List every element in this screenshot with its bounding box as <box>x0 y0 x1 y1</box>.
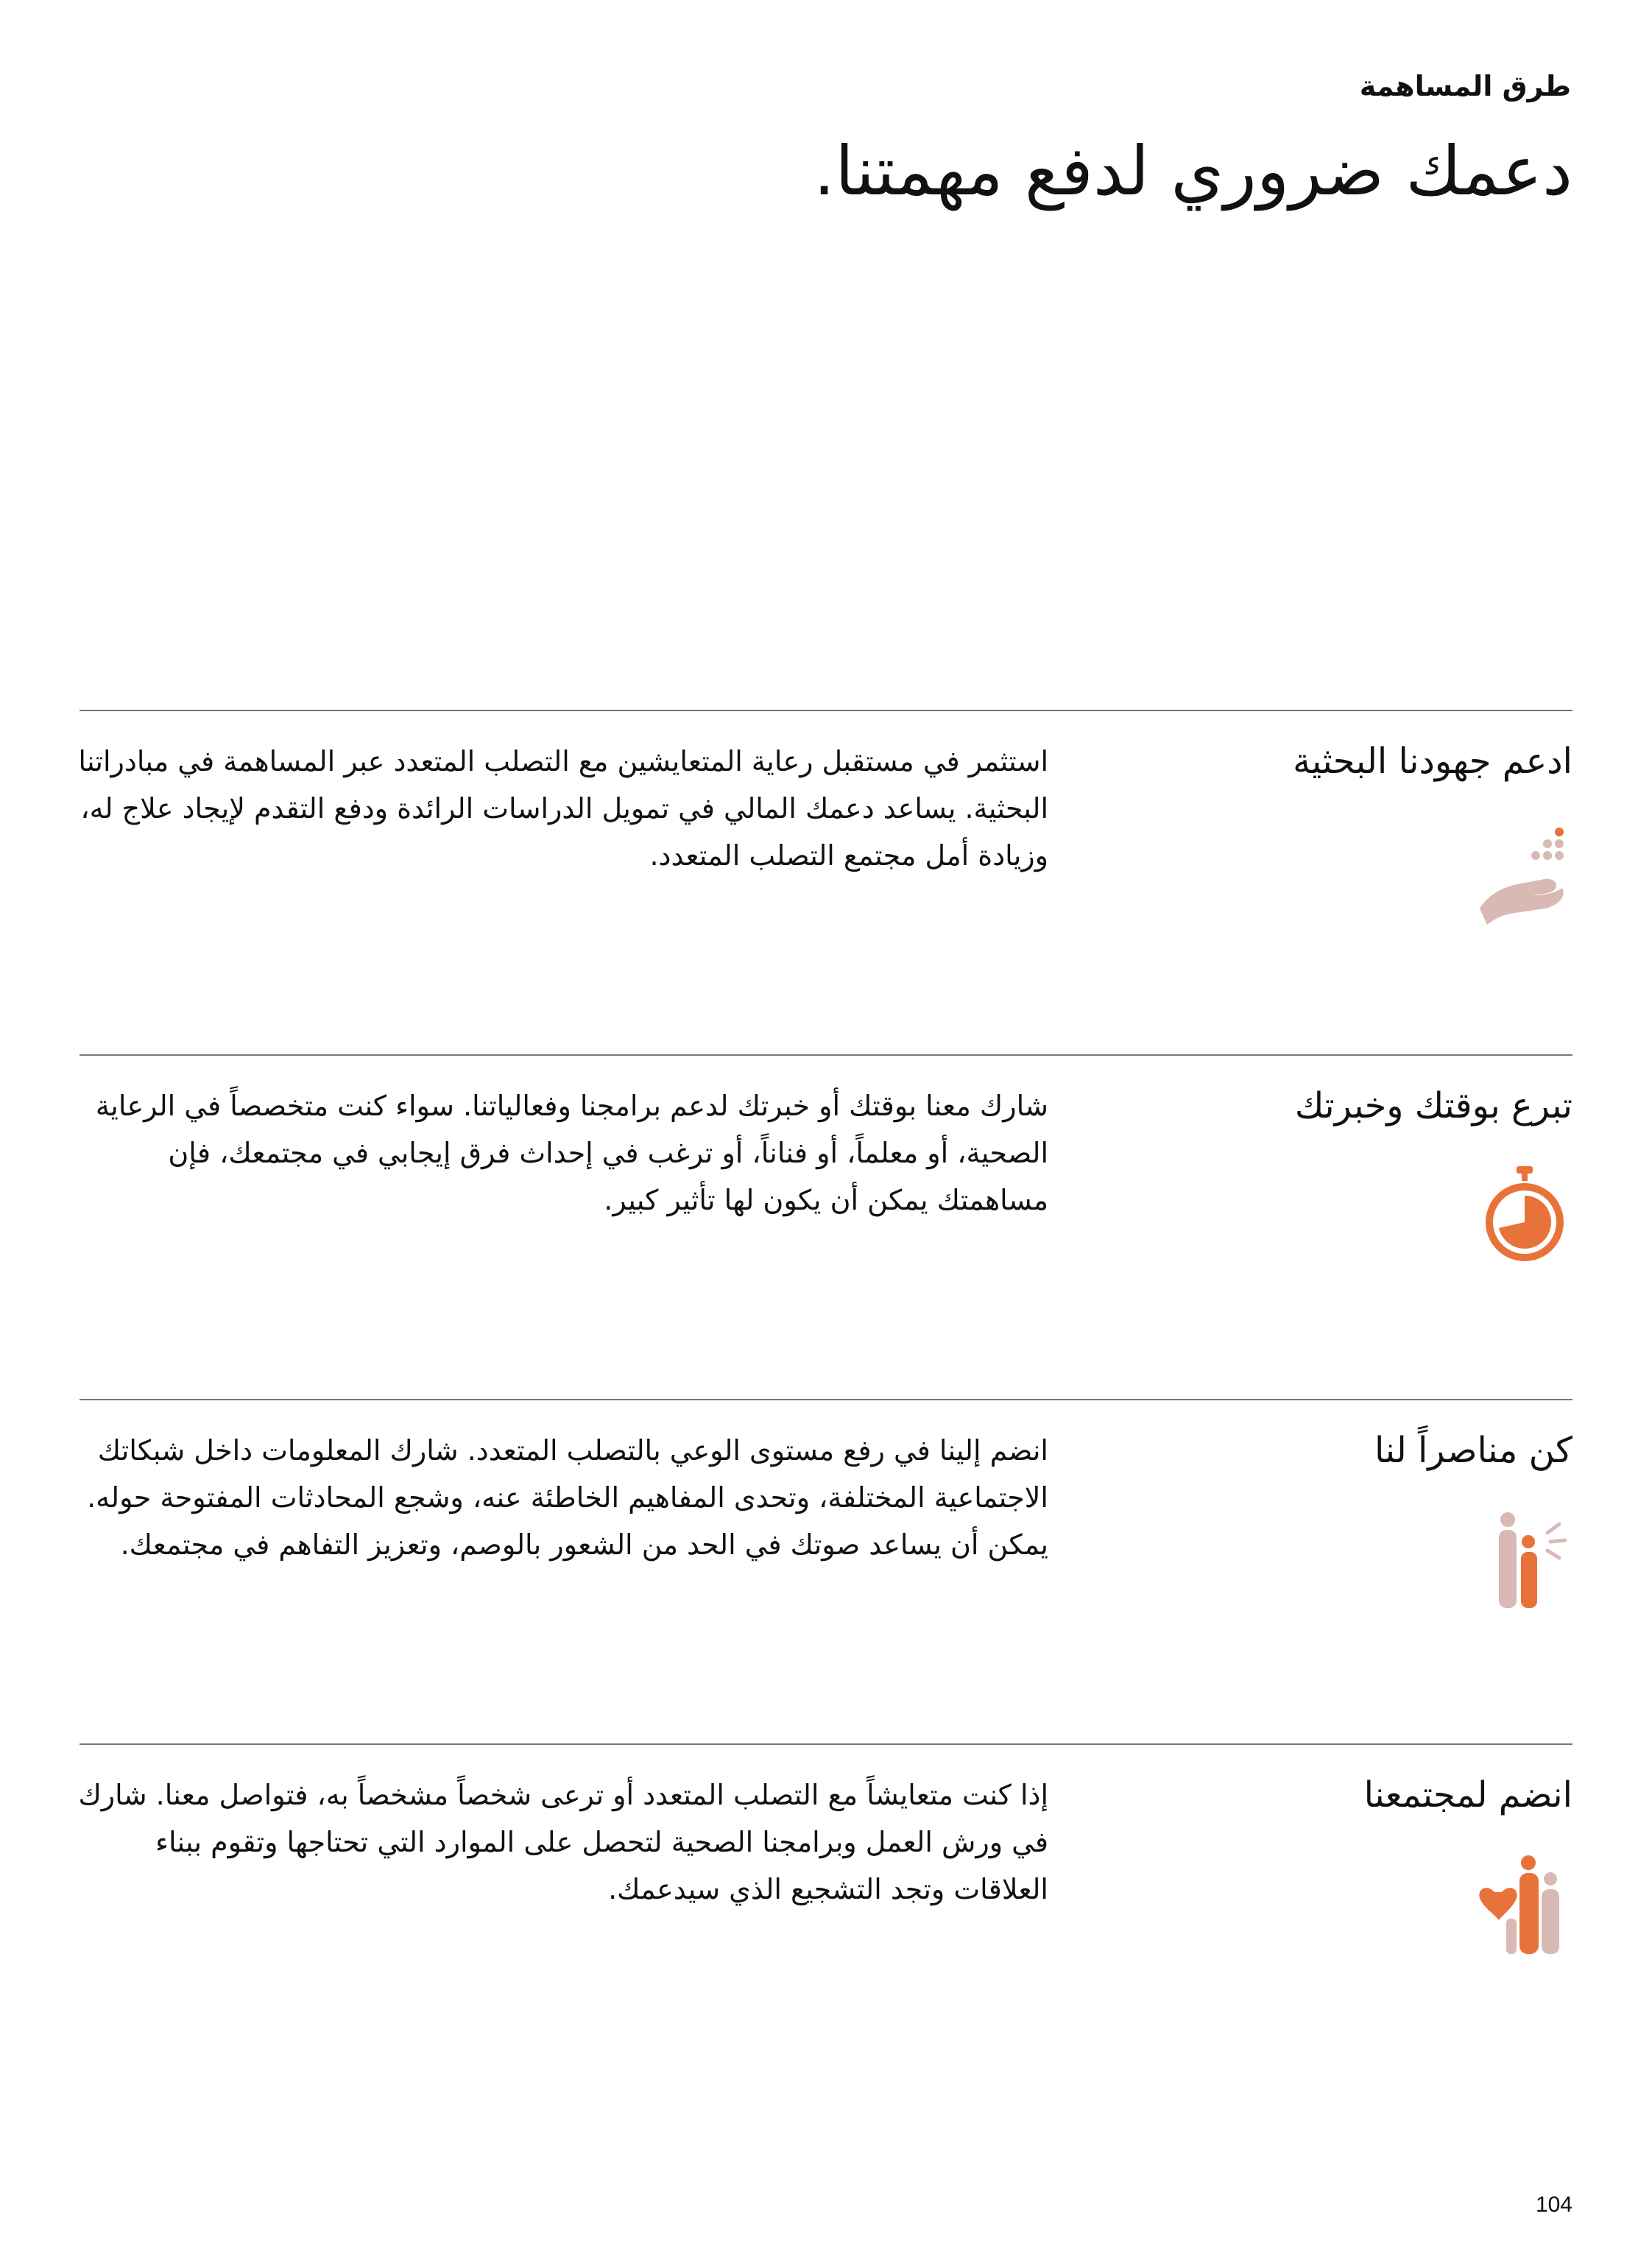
section-body-research: استثمر في مستقبل رعاية المتعايشين مع التصلب المتعدد عبر المساهمة في مبادراتنا البحثية. يساعد دعمك المالي في تمويل الدراسات الرائدة ودفع التقدم لإيجاد علاج له، وزيادة أمل مجتمع التصلب المتعدد. <box>78 745 1048 872</box>
community-heart-icon <box>1477 1848 1572 1958</box>
section-heading-volunteer: تبرع بوقتك وخبرتك <box>1294 1085 1572 1126</box>
section-heading-advocate: كن مناصراً لنا <box>1374 1430 1572 1471</box>
section-community <box>80 1743 1572 2084</box>
section-research <box>80 710 1572 1050</box>
section-volunteer <box>80 1054 1572 1394</box>
section-heading-community: انضم لمجتمعنا <box>1363 1774 1572 1816</box>
page-number: 104 <box>1535 2193 1572 2217</box>
section-eyebrow: طرق المساهمة <box>1359 70 1571 102</box>
section-body-advocate: انضم إلينا في رفع مستوى الوعي بالتصلب المتعدد. شارك المعلومات داخل شبكاتك الاجتماعية المختلفة، وتحدى المفاهيم الخاطئة عنه، وشجع المحادثات المفتوحة حوله. يمكن أن يساعد صوتك في الحد من الشعور بالوصم، وتعزيز التفاهم في مجتمعك. <box>87 1434 1048 1561</box>
page-title: دعمك ضروري لدفع مهمتنا. <box>813 132 1572 211</box>
section-heading-research: ادعم جهودنا البحثية <box>1293 741 1572 782</box>
donation-hand-icon <box>1477 822 1572 932</box>
advocate-people-icon <box>1477 1503 1572 1614</box>
stopwatch-icon <box>1477 1159 1572 1269</box>
section-body-community: إذا كنت متعايشاً مع التصلب المتعدد أو ترعى شخصاً مشخصاً به، فتواصل معنا. شارك في ورش العمل وبرامجنا الصحية لتحصل على الموارد التي تحتاجها وتقوم ببناء العلاقات وتجد التشجيع الذي سيدعمك. <box>78 1779 1048 1905</box>
section-advocate <box>80 1399 1572 1739</box>
section-body-volunteer: شارك معنا بوقتك أو خبرتك لدعم برامجنا وفعالياتنا. سواء كنت متخصصاً في الرعاية الصحية، أو معلماً، أو فناناً، أو ترغب في إحداث فرق إيجابي في مجتمعك، فإن مساهمتك يمكن أن يكون لها تأثير كبير. <box>95 1090 1048 1216</box>
